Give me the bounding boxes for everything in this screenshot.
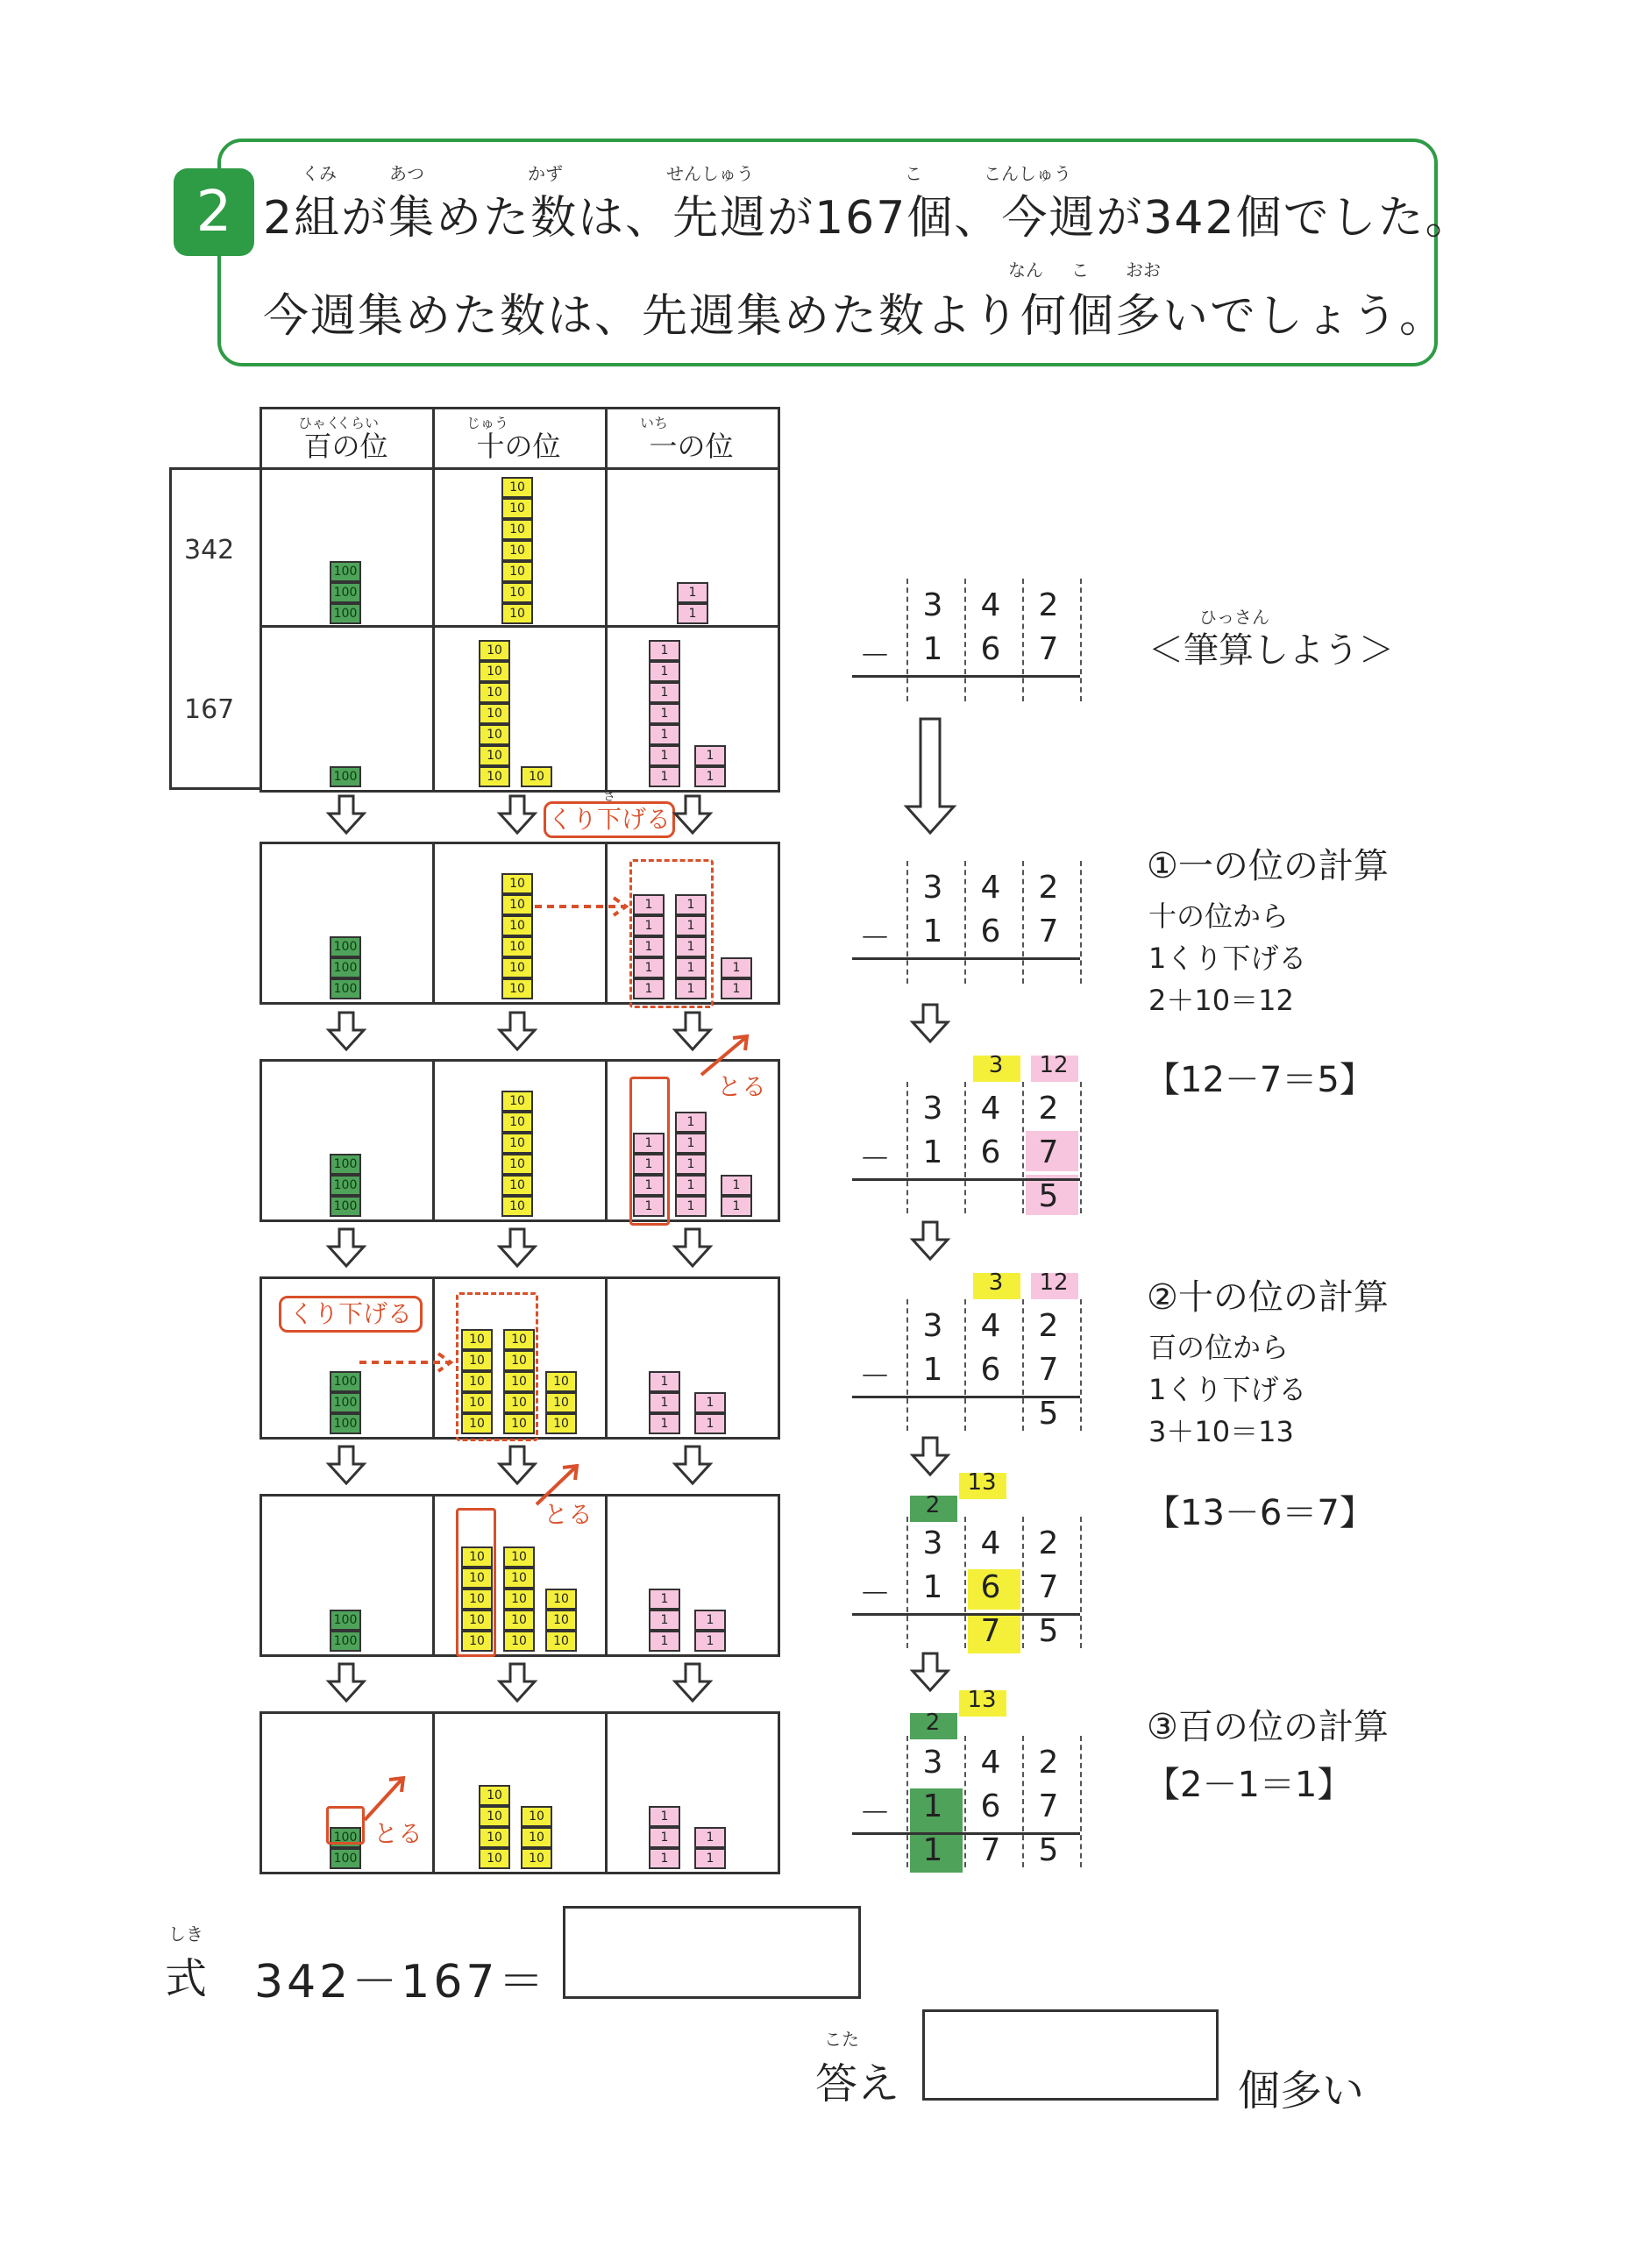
ten-block: 10 — [461, 1392, 493, 1413]
ruby-oo: おお — [1126, 260, 1161, 281]
hissan-top-digit: 3 — [922, 1091, 943, 1127]
down-arrow-icon — [329, 1229, 364, 1266]
kurisageru-ruby: さ — [603, 790, 615, 804]
toru-label-1: とる — [717, 1072, 767, 1101]
ten-block: 10 — [479, 745, 510, 766]
hundred-block: 100 — [330, 957, 361, 978]
hundred-block: 100 — [330, 1848, 361, 1869]
hissan-bottom-digit: 1 — [922, 914, 943, 949]
table-cell — [432, 1711, 608, 1874]
table-cell — [605, 1276, 780, 1440]
one-block: 1 — [633, 894, 665, 915]
ten-block: 10 — [503, 1392, 535, 1413]
hissan-grid — [1080, 861, 1082, 984]
hissan-bottom-digit: 1 — [922, 1352, 943, 1388]
hissan-grid — [1080, 579, 1082, 701]
one-block: 1 — [649, 1631, 680, 1652]
one-block: 1 — [649, 661, 680, 682]
hissan-grid — [1080, 1517, 1082, 1648]
problem-line2: 今週集めた数は、先週集めた数より何個多いでしょう。 — [263, 290, 1447, 343]
step3-equation: 【2－1＝1】 — [1145, 1765, 1353, 1805]
ruby-atsu: あつ — [389, 163, 424, 184]
one-block: 1 — [694, 1392, 726, 1413]
hissan-top-digit: 3 — [922, 870, 943, 906]
hissan-top-digit: 3 — [922, 1308, 943, 1344]
row-label-167: 167 — [184, 694, 235, 725]
hissan-top-digit: 4 — [980, 1091, 1001, 1127]
hissan-bottom-digit: 6 — [980, 914, 1001, 949]
hundred-block: 100 — [330, 978, 361, 999]
carry-2: 2 — [925, 1710, 941, 1736]
carry-13: 13 — [967, 1687, 997, 1713]
hissan-grid — [1080, 1299, 1082, 1431]
ruby-ko: こ — [905, 163, 922, 184]
down-arrow-icon — [675, 1229, 710, 1266]
kurisageru-callout-2: くり下げる — [279, 1296, 423, 1333]
hissan-answer-hundreds: 1 — [922, 1832, 943, 1868]
ten-block: 10 — [501, 873, 533, 894]
down-arrow-icon — [329, 1013, 364, 1049]
down-arrow-icon — [675, 1664, 710, 1701]
one-block: 1 — [649, 1589, 680, 1610]
down-arrow-icon — [675, 1013, 710, 1049]
hissan-top-digit: 2 — [1038, 587, 1059, 623]
ten-block: 10 — [521, 1827, 552, 1848]
carry-3: 3 — [988, 1269, 1004, 1296]
one-block: 1 — [675, 1196, 707, 1217]
ten-block: 10 — [461, 1413, 493, 1434]
one-block: 1 — [675, 915, 707, 936]
hissan-bottom-digit: 1 — [922, 631, 943, 667]
ten-block: 10 — [461, 1329, 493, 1350]
ten-block: 10 — [545, 1413, 577, 1434]
one-block: 1 — [633, 936, 665, 957]
hissan-top-digit: 4 — [980, 870, 1001, 906]
hissan-minus: － — [858, 638, 891, 674]
hundred-block: 100 — [330, 1392, 361, 1413]
problem-number: 2 — [174, 168, 254, 256]
ten-block: 10 — [501, 1154, 533, 1175]
table-header-1: 百の位 — [303, 430, 388, 463]
one-block: 1 — [633, 1133, 665, 1154]
hissan-title: ＜筆算しよう＞ — [1148, 630, 1394, 671]
hissan-top-digit: 4 — [980, 1745, 1001, 1781]
hundred-block: 100 — [330, 1413, 361, 1434]
table-header-3: 一の位 — [649, 430, 734, 463]
one-block: 1 — [675, 1112, 707, 1133]
step2-equation: 【13－6＝7】 — [1145, 1493, 1375, 1533]
hundred-block: 100 — [330, 1827, 361, 1848]
hundred-block: 100 — [330, 582, 361, 603]
carried-tens-highlight — [456, 1292, 538, 1441]
hissan-top-digit: 2 — [1038, 870, 1059, 906]
hissan-grid — [1080, 1736, 1082, 1867]
hissan-bottom-digit: 6 — [980, 1352, 1001, 1388]
one-block: 1 — [677, 603, 708, 624]
step2-line1: 百の位から — [1148, 1331, 1290, 1364]
hundred-block: 100 — [330, 1196, 361, 1217]
down-arrow-icon — [913, 1222, 948, 1259]
ten-block: 10 — [479, 766, 510, 787]
header-ruby: ひゃく — [298, 415, 341, 431]
hissan-top-digit: 2 — [1038, 1745, 1059, 1781]
hissan-line — [852, 957, 1080, 960]
answer-ruby: こた — [824, 2029, 859, 2050]
hissan-top-digit: 3 — [922, 587, 943, 623]
ten-block: 10 — [503, 1610, 535, 1631]
hissan-bottom-digit: 7 — [1038, 914, 1059, 949]
answer-unit: 個多い — [1238, 2066, 1365, 2115]
ten-block: 10 — [479, 640, 510, 661]
one-block: 1 — [677, 582, 708, 603]
answer-label: 答え — [815, 2059, 900, 2108]
removed-ones-highlight — [629, 1077, 670, 1226]
one-block: 1 — [649, 640, 680, 661]
shiki-ruby: しき — [168, 1923, 203, 1945]
table-cell — [605, 1494, 780, 1657]
down-arrow-icon — [329, 1447, 364, 1483]
down-arrow-icon — [675, 796, 710, 833]
ten-block: 10 — [501, 540, 533, 561]
step1-title: ①一の位の計算 — [1147, 846, 1389, 886]
hissan-bottom-digit: 7 — [1038, 1352, 1059, 1388]
one-block: 1 — [694, 1413, 726, 1434]
answer-box[interactable] — [922, 2009, 1219, 2101]
ruby-konshu: こんしゅう — [984, 163, 1071, 184]
problem-line1: 2組が集めた数は、先週が167個、今週が342個でした。 — [263, 192, 1473, 245]
hundred-block: 100 — [330, 766, 361, 787]
hundred-block: 100 — [330, 1631, 361, 1652]
ten-block: 10 — [501, 1091, 533, 1112]
carry-3: 3 — [988, 1052, 1004, 1078]
hissan-bottom-digit: 7 — [1038, 631, 1059, 667]
ten-block: 10 — [503, 1371, 535, 1392]
ruby-kazu: かず — [528, 163, 563, 184]
hundred-block: 100 — [330, 1371, 361, 1392]
ruby-senshu: せんしゅう — [666, 163, 754, 184]
ten-block: 10 — [479, 1827, 510, 1848]
hissan-answer-ones: 5 — [1038, 1396, 1059, 1432]
ruby-kumi: くみ — [302, 163, 337, 184]
one-block: 1 — [649, 703, 680, 724]
hissan-bottom-digit: 6 — [980, 1569, 1001, 1605]
hissan-minus: － — [858, 1795, 891, 1831]
ten-block: 10 — [461, 1546, 493, 1568]
row-label-342: 342 — [184, 535, 235, 565]
one-block: 1 — [649, 1371, 680, 1392]
one-block: 1 — [694, 1631, 726, 1652]
hundred-block: 100 — [330, 561, 361, 582]
one-block: 1 — [649, 745, 680, 766]
ten-block: 10 — [503, 1568, 535, 1589]
ten-block: 10 — [479, 1848, 510, 1869]
ten-block: 10 — [545, 1589, 577, 1610]
table-cell — [432, 625, 608, 793]
ten-block: 10 — [479, 703, 510, 724]
hissan-bottom-digit: 6 — [980, 631, 1001, 667]
down-arrow-icon — [913, 1653, 948, 1690]
step1-line2: 1くり下げる — [1148, 942, 1307, 975]
ten-block: 10 — [461, 1631, 493, 1652]
hissan-answer-ones: 5 — [1038, 1613, 1059, 1649]
hissan-bottom-digit: 6 — [980, 1134, 1001, 1170]
hundred-block: 100 — [330, 1610, 361, 1631]
ten-block: 10 — [521, 766, 552, 787]
ten-block: 10 — [501, 519, 533, 540]
ten-block: 10 — [501, 957, 533, 978]
ruby-nan: なん — [1008, 260, 1043, 281]
ten-block: 10 — [479, 1806, 510, 1827]
ten-block: 10 — [501, 561, 533, 582]
one-block: 1 — [633, 915, 665, 936]
ten-block: 10 — [503, 1631, 535, 1652]
one-block: 1 — [694, 745, 726, 766]
ten-block: 10 — [501, 477, 533, 498]
carry-2: 2 — [925, 1492, 941, 1518]
down-arrow-icon — [675, 1447, 710, 1483]
one-block: 1 — [633, 1175, 665, 1196]
ten-block: 10 — [461, 1350, 493, 1371]
one-block: 1 — [675, 978, 707, 999]
header-ruby: いち — [640, 415, 669, 431]
hissan-title-ruby: ひっさん — [1199, 607, 1269, 628]
one-block: 1 — [649, 682, 680, 703]
one-block: 1 — [675, 1133, 707, 1154]
row-label-column — [169, 467, 262, 790]
header-ruby: くらい — [337, 415, 380, 431]
ten-block: 10 — [501, 1133, 533, 1154]
hissan-bottom-digit: 1 — [922, 1569, 943, 1605]
one-block: 1 — [633, 957, 665, 978]
toru-label-3: とる — [373, 1819, 423, 1848]
carried-ones-highlight — [629, 859, 714, 1008]
ten-block: 10 — [501, 1175, 533, 1196]
ten-block: 10 — [521, 1848, 552, 1869]
one-block: 1 — [649, 1610, 680, 1631]
ten-block: 10 — [461, 1371, 493, 1392]
hundred-block: 100 — [330, 1154, 361, 1175]
ten-block: 10 — [479, 682, 510, 703]
step1-line1: 十の位から — [1148, 899, 1290, 933]
hissan-bottom-digit: 1 — [922, 1788, 943, 1824]
ten-block: 10 — [461, 1568, 493, 1589]
hissan-bottom-digit: 7 — [1038, 1134, 1059, 1170]
hundred-block: 100 — [330, 936, 361, 957]
down-arrow-icon — [500, 1447, 535, 1483]
ten-block: 10 — [545, 1610, 577, 1631]
hissan-top-digit: 2 — [1038, 1525, 1059, 1561]
one-block: 1 — [675, 957, 707, 978]
hissan-line — [852, 675, 1080, 678]
step1-equation: 【12－7＝5】 — [1145, 1060, 1375, 1100]
one-block: 1 — [633, 1196, 665, 1217]
expression-answer-box[interactable] — [563, 1906, 861, 1999]
hissan-bottom-digit: 7 — [1038, 1788, 1059, 1824]
hundred-block: 100 — [330, 1175, 361, 1196]
one-block: 1 — [675, 936, 707, 957]
ten-block: 10 — [545, 1392, 577, 1413]
down-arrow-icon — [500, 796, 535, 833]
one-block: 1 — [649, 1413, 680, 1434]
one-block: 1 — [675, 894, 707, 915]
down-arrow-icon — [500, 1229, 535, 1266]
hissan-answer-tens: 7 — [980, 1613, 1001, 1649]
hissan-answer-tens: 7 — [980, 1832, 1001, 1868]
removed-hundred-highlight — [326, 1806, 365, 1845]
ten-block: 10 — [479, 1785, 510, 1806]
one-block: 1 — [649, 724, 680, 745]
big-down-arrow-icon — [906, 719, 954, 833]
one-block: 1 — [721, 978, 752, 999]
hissan-top-digit: 2 — [1038, 1091, 1059, 1127]
one-block: 1 — [649, 766, 680, 787]
down-arrow-icon — [500, 1664, 535, 1701]
step1-line3: 2＋10＝12 — [1148, 984, 1294, 1017]
one-block: 1 — [721, 1196, 752, 1217]
ten-block: 10 — [501, 915, 533, 936]
ten-block: 10 — [501, 978, 533, 999]
ten-block: 10 — [503, 1413, 535, 1434]
one-block: 1 — [721, 957, 752, 978]
hissan-bottom-digit: 7 — [1038, 1569, 1059, 1605]
step2-line3: 3＋10＝13 — [1148, 1415, 1294, 1448]
one-block: 1 — [649, 1827, 680, 1848]
down-arrow-icon — [500, 1013, 535, 1049]
ten-block: 10 — [501, 582, 533, 603]
hissan-top-digit: 3 — [922, 1745, 943, 1781]
ruby-ko2: こ — [1071, 260, 1089, 281]
one-block: 1 — [649, 1392, 680, 1413]
ten-block: 10 — [501, 1112, 533, 1133]
one-block: 1 — [721, 1175, 752, 1196]
carry-13: 13 — [967, 1469, 997, 1496]
ten-block: 10 — [545, 1631, 577, 1652]
table-cell — [605, 1711, 780, 1874]
one-block: 1 — [675, 1175, 707, 1196]
hissan-bottom-digit: 6 — [980, 1788, 1001, 1824]
ten-block: 10 — [545, 1371, 577, 1392]
one-block: 1 — [649, 1848, 680, 1869]
ten-block: 10 — [521, 1806, 552, 1827]
ten-block: 10 — [503, 1350, 535, 1371]
shiki-label: 式 — [165, 1954, 208, 2003]
down-arrow-icon — [329, 796, 364, 833]
hissan-bottom-digit: 1 — [922, 1134, 943, 1170]
one-block: 1 — [694, 1610, 726, 1631]
ten-block: 10 — [461, 1589, 493, 1610]
down-arrow-icon — [913, 1005, 948, 1042]
hissan-minus: － — [858, 1359, 891, 1395]
hissan-top-digit: 4 — [980, 1308, 1001, 1344]
ten-block: 10 — [479, 661, 510, 682]
ten-block: 10 — [501, 1196, 533, 1217]
ten-block: 10 — [503, 1589, 535, 1610]
hissan-minus: － — [858, 1576, 891, 1612]
hundred-block: 100 — [330, 603, 361, 624]
down-arrow-icon — [329, 1664, 364, 1701]
hissan-top-digit: 2 — [1038, 1308, 1059, 1344]
expression: 342－167＝ — [254, 1956, 548, 2008]
step3-title: ③百の位の計算 — [1147, 1707, 1389, 1747]
ten-block: 10 — [503, 1546, 535, 1568]
one-block: 1 — [649, 1806, 680, 1827]
ten-block: 10 — [501, 936, 533, 957]
ten-block: 10 — [479, 724, 510, 745]
table-cell — [605, 625, 780, 793]
hissan-top-digit: 4 — [980, 1525, 1001, 1561]
hissan-grid — [1080, 1082, 1082, 1213]
hissan-answer-ones: 5 — [1038, 1178, 1059, 1214]
hissan-minus: － — [858, 921, 891, 956]
table-header-2: 十の位 — [476, 430, 561, 463]
one-block: 1 — [694, 1848, 726, 1869]
one-block: 1 — [675, 1154, 707, 1175]
ten-block: 10 — [461, 1610, 493, 1631]
removed-tens-highlight — [456, 1508, 496, 1657]
carry-12: 12 — [1039, 1269, 1069, 1296]
ten-block: 10 — [501, 498, 533, 519]
ten-block: 10 — [501, 603, 533, 624]
step2-title: ②十の位の計算 — [1147, 1277, 1389, 1318]
ten-block: 10 — [501, 894, 533, 915]
one-block: 1 — [694, 1827, 726, 1848]
hissan-answer-ones: 5 — [1038, 1832, 1059, 1868]
step2-line2: 1くり下げる — [1148, 1373, 1307, 1406]
down-arrow-icon — [913, 1438, 948, 1475]
header-ruby: じゅう — [466, 415, 509, 431]
hissan-top-digit: 3 — [922, 1525, 943, 1561]
hissan-top-digit: 4 — [980, 587, 1001, 623]
kurisageru-callout-1: くり下げる — [544, 801, 675, 838]
hissan-minus: － — [858, 1141, 891, 1177]
one-block: 1 — [694, 766, 726, 787]
carry-12: 12 — [1039, 1052, 1069, 1078]
one-block: 1 — [633, 1154, 665, 1175]
one-block: 1 — [633, 978, 665, 999]
ten-block: 10 — [503, 1329, 535, 1350]
toru-label-2: とる — [544, 1500, 594, 1529]
